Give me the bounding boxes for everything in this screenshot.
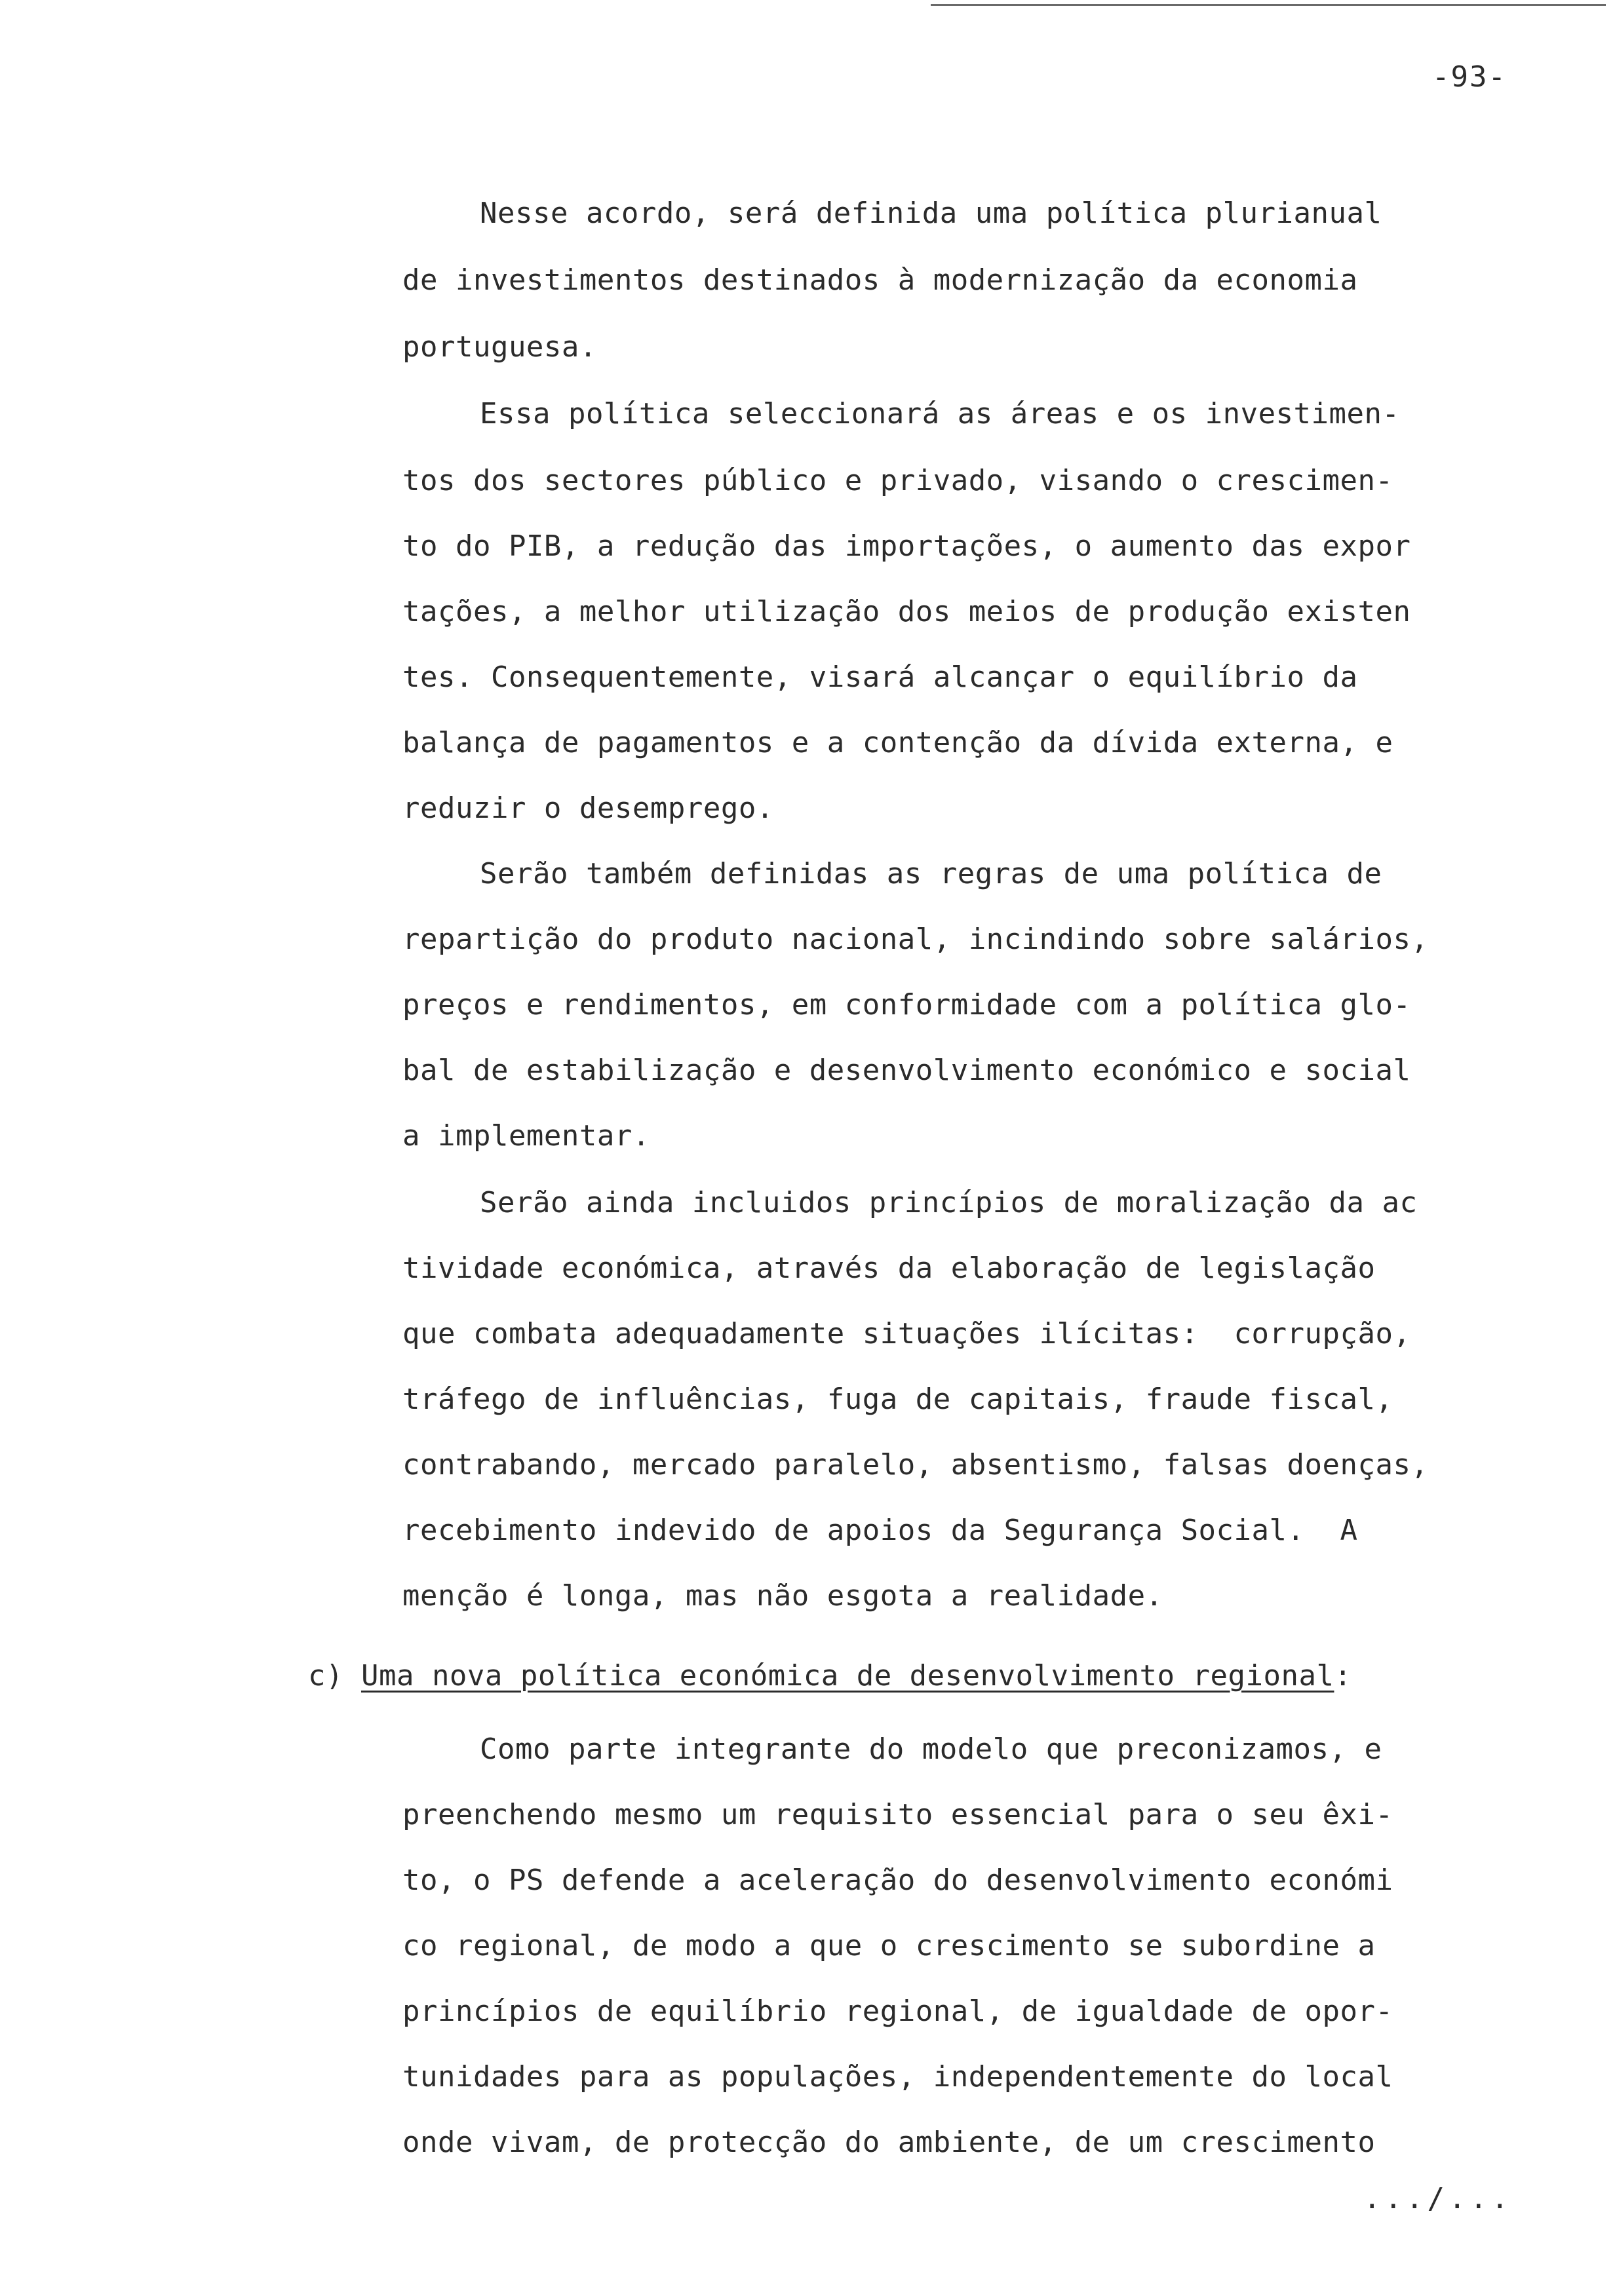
paragraph-line: to do PIB, a redução das importações, o aumento das expor <box>402 529 1411 563</box>
page-number: -93- <box>1432 60 1507 94</box>
paragraph-line: que combata adequadamente situações ilícitas: corrupção, <box>402 1317 1411 1350</box>
section-c-heading <box>308 1656 1352 1696</box>
paragraph-line: to, o PS defende a aceleração do desenvolvimento económi <box>402 1864 1393 1897</box>
paragraph-line: Serão também definidas as regras de uma política de <box>480 857 1382 890</box>
top-rule <box>931 4 1606 6</box>
paragraph-line: tunidades para as populações, independentemente do local <box>402 2060 1393 2094</box>
section-heading-text: Uma nova política económica de desenvolvimento regional <box>360 1659 1334 1693</box>
paragraph-line: recebimento indevido de apoios da Segurança Social. A <box>402 1514 1358 1547</box>
section-marker: c) <box>308 1659 343 1693</box>
paragraph-line: tos dos sectores público e privado, visando o crescimen- <box>402 464 1393 497</box>
paragraph-line: menção é longa, mas não esgota a realidade. <box>402 1579 1163 1613</box>
paragraph-line: preços e rendimentos, em conformidade com a política glo- <box>402 988 1411 1022</box>
paragraph-line: tes. Consequentemente, visará alcançar o equilíbrio da <box>402 660 1358 694</box>
section-heading-suffix: : <box>1334 1659 1352 1693</box>
paragraph-line: de investimentos destinados à modernização da economia <box>402 263 1358 297</box>
continuation-mark: .../... <box>1363 2182 1513 2215</box>
paragraph-line: tividade económica, através da elaboração de legislação <box>402 1252 1376 1285</box>
paragraph-line: reduzir o desemprego. <box>402 792 774 825</box>
paragraph-line: co regional, de modo a que o crescimento se subordine a <box>402 1929 1376 1962</box>
paragraph-line: onde vivam, de protecção do ambiente, de um crescimento <box>402 2126 1376 2159</box>
paragraph-line: tráfego de influências, fuga de capitais, fraude fiscal, <box>402 1383 1393 1416</box>
paragraph-line: bal de estabilização e desenvolvimento económico e social <box>402 1054 1411 1087</box>
paragraph-line: Nesse acordo, será definida uma política plurianual <box>480 197 1382 230</box>
paragraph-line: tações, a melhor utilização dos meios de produção existen <box>402 595 1411 628</box>
paragraph-line: a implementar. <box>402 1119 650 1153</box>
paragraph-line: Serão ainda incluidos princípios de moralização da ac <box>480 1186 1418 1219</box>
paragraph-line: portuguesa. <box>402 330 597 364</box>
paragraph-line: contrabando, mercado paralelo, absentismo, falsas doenças, <box>402 1448 1429 1482</box>
paragraph-line: preenchendo mesmo um requisito essencial para o seu êxi- <box>402 1798 1393 1831</box>
paragraph-line: princípios de equilíbrio regional, de igualdade de opor- <box>402 1995 1393 2028</box>
paragraph-line: Como parte integrante do modelo que preconizamos, e <box>480 1732 1382 1766</box>
paragraph-line: balança de pagamentos e a contenção da dívida externa, e <box>402 726 1393 759</box>
paragraph-line: Essa política seleccionará as áreas e os investimen- <box>480 397 1400 430</box>
paragraph-line: repartição do produto nacional, incindindo sobre salários, <box>402 923 1429 956</box>
